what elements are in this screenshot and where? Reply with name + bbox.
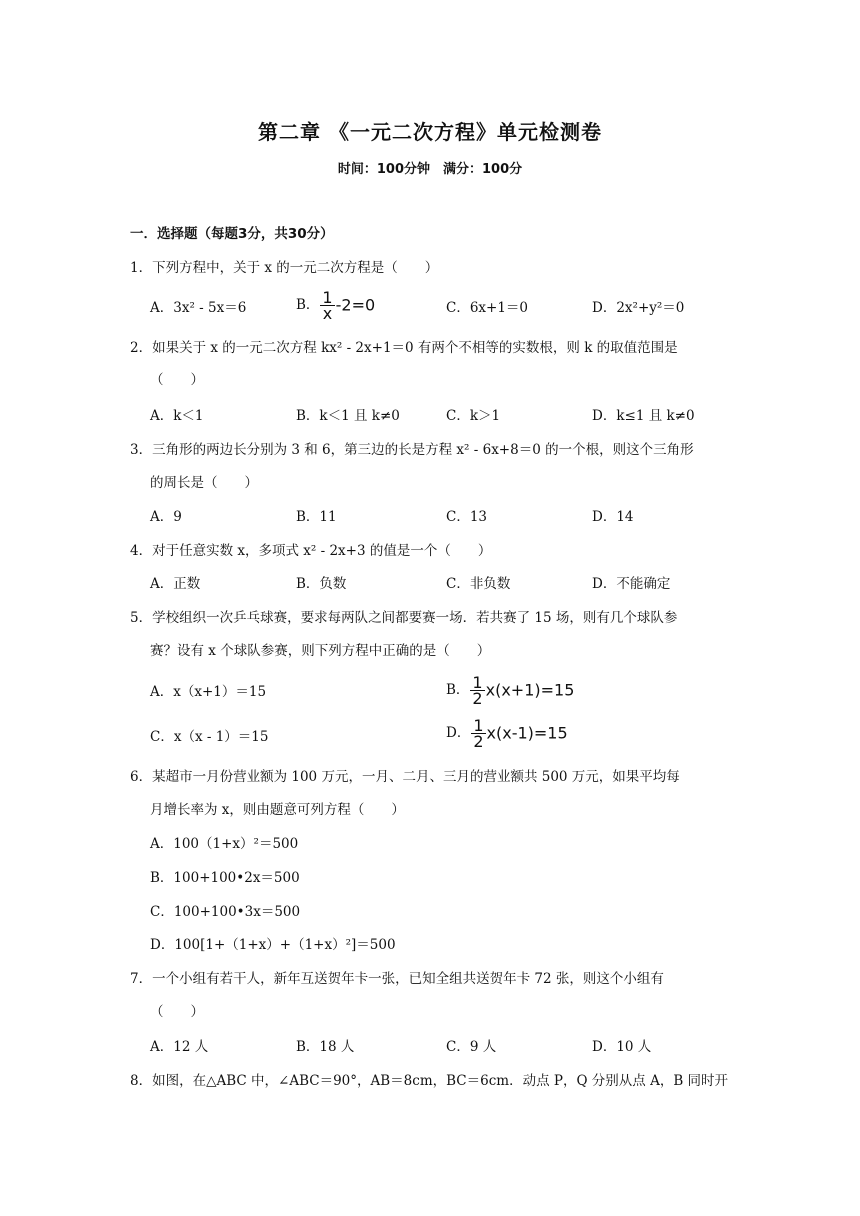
question-8-stem-line1: 8．如图，在△ABC 中，∠ABC＝90°，AB＝8cm，BC＝6cm．动点 P，Q 分别从点 A，B 同时开 [130,1073,729,1089]
exam-time-score: 时间：100分钟 满分：100分 [337,162,523,177]
question-6-option-c: C．100+100•3x＝500 [150,904,301,920]
question-3-option-a: A．9 [150,509,182,525]
question-6-option-b: B．100+100•2x＝500 [150,870,300,886]
page-title: 第二章 《一元二次方程》单元检测卷 [258,120,602,144]
question-4-option-b: B．负数 [296,576,347,592]
question-1-option-a: A．3x² - 5x＝6 [150,300,247,316]
expression-rest: -2=0 [335,295,376,315]
question-7-option-d: D．10 人 [592,1039,652,1055]
fraction [470,675,484,706]
question-1-option-d: D．2x²+y²＝0 [592,300,685,316]
question-6-stem-line2: 月增长率为 x，则由题意可列方程（ ） [150,802,405,818]
question-6-option-a: A．100（1+x）²＝500 [150,836,299,852]
question-4-option-c: C．非负数 [446,576,511,592]
fraction-denominator: 2 [472,689,483,708]
question-4-stem: 4．对于任意实数 x，多项式 x² - 2x+3 的值是一个（ ） [130,543,492,559]
question-3-option-d: D．14 [592,509,634,525]
fraction-denominator: 2 [473,732,484,751]
question-4-option-d: D．不能确定 [592,576,671,592]
question-6-stem-line1: 6．某超市一月份营业额为 100 万元，一月、二月、三月的营业额共 500 万元，如果平均每 [130,769,680,785]
question-1-option-b [296,290,375,321]
question-3-option-b: B．11 [296,509,337,525]
question-7-option-b: B．18 人 [296,1039,355,1055]
question-2-option-b: B．k＜1 且 k≠0 [296,408,400,424]
question-3-stem-line2: 的周长是（ ） [150,475,258,491]
question-5-option-c: C．x（x - 1）＝15 [150,729,269,745]
question-5-stem-line1: 5．学校组织一次乒乓球赛，要求每两队之间都要赛一场．若共赛了 15 场，则有几个球队参 [130,610,678,626]
question-7-option-a: A．12 人 [150,1039,209,1055]
option-d-label: D． [446,725,471,741]
question-2-stem-line2: （ ） [150,372,204,388]
fraction [320,290,334,321]
question-5-stem-line2: 赛？设有 x 个球队参赛，则下列方程中正确的是（ ） [150,643,491,659]
fraction-denominator: x [322,304,333,323]
question-7-stem-line1: 7．一个小组有若干人，新年互送贺年卡一张，已知全组共送贺年卡 72 张，则这个小组有 [130,971,664,987]
fraction-numerator: 1 [322,288,333,307]
section-heading-choice: 一．选择题（每题3分，共30分） [130,226,334,242]
fraction [471,718,485,749]
question-2-option-a: A．k＜1 [150,408,204,424]
expression-rest: x(x-1)=15 [486,723,568,743]
question-6-option-d: D．100[1+（1+x）+（1+x）²]＝500 [150,937,396,953]
question-2-option-c: C．k＞1 [446,408,501,424]
question-1-option-c: C．6x+1＝0 [446,300,529,316]
question-5-option-d [446,718,568,749]
question-3-option-c: C．13 [446,509,488,525]
question-7-option-c: C．9 人 [446,1039,497,1055]
question-7-stem-line2: （ ） [150,1004,204,1020]
question-2-stem-line1: 2．如果关于 x 的一元二次方程 kx² - 2x+1＝0 有两个不相等的实数根，则 k 的取值范围是 [130,340,678,356]
question-2-option-d: D．k≤1 且 k≠0 [592,408,695,424]
question-4-option-a: A．正数 [150,576,201,592]
option-b-label: B． [296,297,320,313]
question-5-option-b [446,675,574,706]
fraction-numerator: 1 [472,673,483,692]
fraction-numerator: 1 [473,716,484,735]
question-3-stem-line1: 3．三角形的两边长分别为 3 和 6，第三边的长是方程 x² - 6x+8＝0 的一个根，则这个三角形 [130,442,694,458]
option-b-label: B． [446,682,470,698]
question-5-option-a: A．x（x+1）＝15 [150,684,267,700]
question-1-stem: 1．下列方程中，关于 x 的一元二次方程是（ ） [130,260,439,276]
expression-rest: x(x+1)=15 [485,680,575,700]
